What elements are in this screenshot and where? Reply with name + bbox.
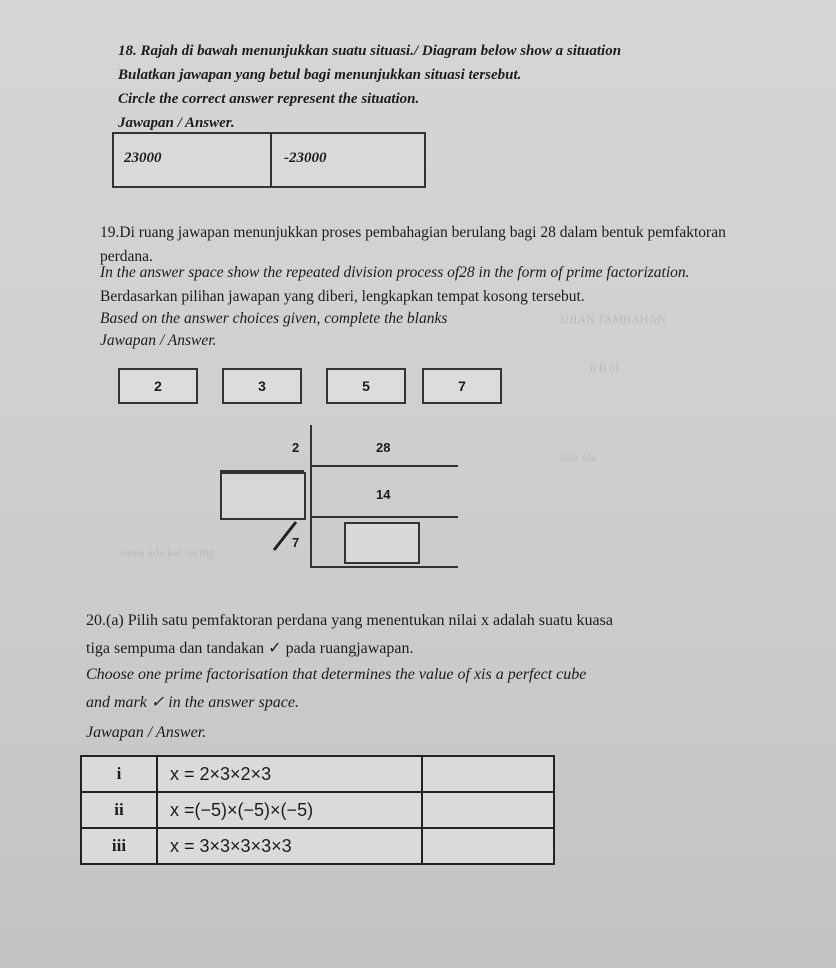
row-expression: x = 3×3×3×3×3: [157, 828, 422, 864]
q19-line3: In the answer space show the repeated division process of28 in the form of prime factorization.: [100, 264, 690, 281]
division-line-2: [310, 516, 458, 518]
q19-answer-label: Jawapan / Answer.: [100, 332, 217, 349]
q20-line1: 20.(a) Pilih satu pemfaktoran perdana yang menentukan nilai x adalah suatu kuasa: [86, 612, 613, 629]
q19-choice-3[interactable]: 3: [222, 368, 302, 404]
table-row: [81, 792, 554, 828]
division-vertical-line: [310, 425, 312, 567]
row-expression: x = 2×3×2×3: [157, 756, 422, 792]
q18-answer-box: [112, 132, 426, 188]
q19-line1: 19.Di ruang jawapan menunjukkan proses pembahagian berulang bagi 28 dalam bentuk pemfaktoran: [100, 224, 726, 241]
divisor-blank-box[interactable]: [220, 472, 306, 520]
row-roman: i: [81, 756, 157, 792]
q18-answer-divider: [270, 134, 272, 186]
q19-line5: Based on the answer choices given, complete the blanks: [100, 310, 448, 327]
q20-line2: tiga sempuma dan tandakan ✓ pada ruangjawapan.: [86, 640, 414, 657]
table-row: [81, 828, 554, 864]
q19-choice-7[interactable]: 7: [422, 368, 502, 404]
row-mark-cell[interactable]: [422, 756, 554, 792]
row-roman: iii: [81, 828, 157, 864]
q18-option-1[interactable]: 23000: [124, 150, 162, 166]
q19-line4: Berdasarkan pilihan jawapan yang diberi, lengkapkan tempat kosong tersebut.: [100, 288, 585, 305]
row-mark-cell[interactable]: [422, 828, 554, 864]
division-line-1: [310, 465, 458, 467]
q19-choice-5[interactable]: 5: [326, 368, 406, 404]
divisor-top: 2: [292, 440, 300, 455]
q20-answer-table: [80, 755, 555, 865]
q19-choice-2[interactable]: 2: [118, 368, 198, 404]
q18-line3: Circle the correct answer represent the situation.: [118, 91, 420, 107]
dividend-top: 28: [376, 440, 391, 455]
row-roman: ii: [81, 792, 157, 828]
q18-line2: Bulatkan jawapan yang betul bagi menunjukkan situasi tersebut.: [118, 67, 522, 83]
q20-line4: and mark ✓ in the answer space.: [86, 694, 299, 711]
q18-answer-label: Jawapan / Answer.: [118, 115, 235, 131]
table-row: [81, 756, 554, 792]
row-expression: x =(−5)×(−5)×(−5): [157, 792, 422, 828]
q18-option-2[interactable]: -23000: [284, 150, 327, 166]
pencil-stroke-mark: [270, 518, 300, 552]
quotient-mid: 14: [376, 487, 391, 502]
q19-line2: perdana.: [100, 248, 153, 265]
quotient-blank-box[interactable]: [344, 522, 420, 564]
division-line-3: [310, 566, 458, 568]
row-mark-cell[interactable]: [422, 792, 554, 828]
q20-line3: Choose one prime factorisation that determines the value of xis a perfect cube: [86, 666, 587, 683]
q18-line1: 18. Rajah di bawah menunjukkan suatu situasi./ Diagram below show a situation: [118, 43, 622, 59]
q20-answer-label: Jawapan / Answer.: [86, 724, 207, 741]
quotient-bottom: 7: [292, 535, 300, 550]
